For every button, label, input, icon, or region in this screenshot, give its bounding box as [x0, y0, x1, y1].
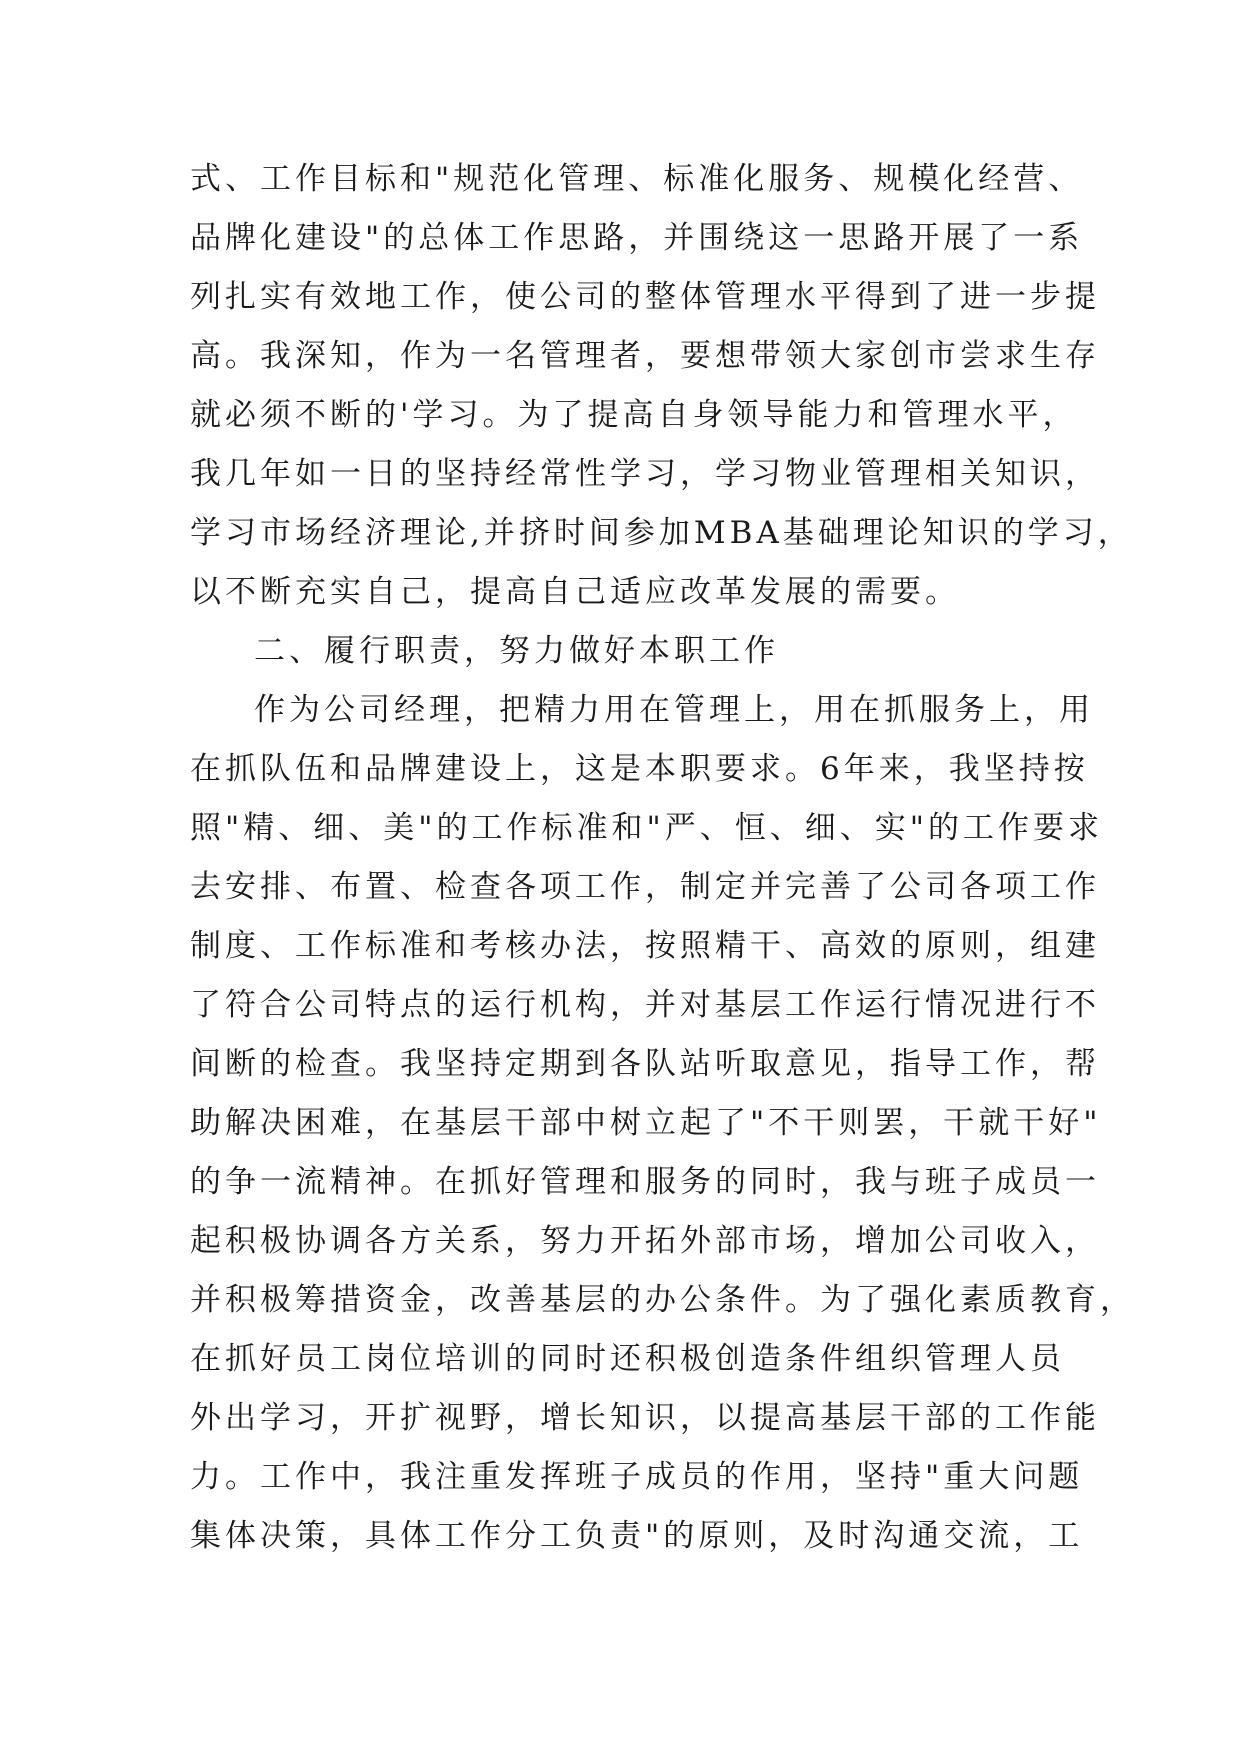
text-line: 助解决困难，在基层干部中树立起了"不干则罢，干就干好" — [190, 1105, 1102, 1141]
text-line: 我几年如一日的坚持经常性学习，学习物业管理相关知识， — [190, 456, 1100, 492]
text-line: 外出学习，开扩视野，增长知识，以提高基层干部的工作能 — [190, 1400, 1100, 1436]
text-line: 在抓好员工岗位培训的同时还积极创造条件组织管理人员 — [190, 1341, 1065, 1377]
document-body — [190, 150, 1135, 1566]
text-line: 集体决策，具体工作分工负责"的原则，及时沟通交流，工 — [190, 1518, 1084, 1554]
text-line: 间断的检查。我坚持定期到各队站听取意见，指导工作，帮 — [190, 1046, 1100, 1082]
text-line: 力。工作中，我注重发挥班子成员的作用，坚持"重大问题 — [190, 1459, 1084, 1495]
text-line: 就必须不断的'学习。为了提高自身领导能力和管理水平， — [190, 397, 1078, 433]
text-line: 学习市场经济理论,并挤时间参加MBA基础理论知识的学习， — [190, 515, 1133, 551]
text-line: 去安排、布置、检查各项工作，制定并完善了公司各项工作 — [190, 869, 1100, 905]
text-line: 起积极协调各方关系，努力开拓外部市场，增加公司收入， — [190, 1223, 1100, 1259]
text-line: 照"精、细、美"的工作标准和"严、恒、细、实"的工作要求 — [190, 810, 1104, 846]
text-line: 式、工作目标和"规范化管理、标准化服务、规模化经营、 — [190, 161, 1084, 197]
text-line: 高。我深知，作为一名管理者，要想带领大家创市尝求生存 — [190, 338, 1100, 374]
text-line: 的争一流精神。在抓好管理和服务的同时，我与班子成员一 — [190, 1164, 1100, 1200]
text-line: 在抓队伍和品牌建设上，这是本职要求。6年来，我坚持按 — [190, 751, 1089, 787]
text-line: 并积极筹措资金，改善基层的办公条件。为了强化素质教育， — [190, 1282, 1135, 1318]
text-line: 制度、工作标准和考核办法，按照精干、高效的原则，组建 — [190, 928, 1100, 964]
text-line: 列扎实有效地工作，使公司的整体管理水平得到了进一步提 — [190, 279, 1100, 315]
text-line: 了符合公司特点的运行机构，并对基层工作运行情况进行不 — [190, 987, 1100, 1023]
text-line: 作为公司经理，把精力用在管理上，用在抓服务上，用 — [254, 692, 1094, 728]
text-line: 品牌化建设"的总体工作思路，并围绕这一思路开展了一系 — [190, 220, 1084, 256]
text-line: 以不断充实自己，提高自己适应改革发展的需要。 — [190, 574, 960, 610]
text-line: 二、履行职责，努力做好本职工作 — [254, 633, 779, 669]
